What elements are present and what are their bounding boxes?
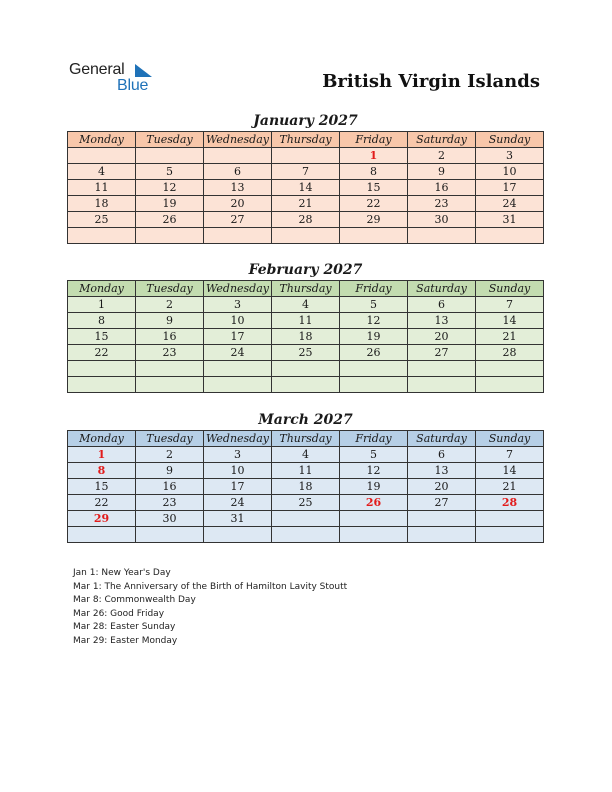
day-cell: 9 bbox=[408, 164, 476, 180]
country-title: British Virgin Islands bbox=[322, 71, 540, 92]
day-cell: 21 bbox=[476, 329, 544, 345]
holiday-note: Mar 28: Easter Sunday bbox=[73, 622, 176, 633]
empty-day-cell bbox=[204, 148, 272, 164]
empty-day-cell bbox=[476, 527, 544, 543]
empty-day-cell bbox=[136, 377, 204, 393]
empty-day-cell bbox=[408, 228, 476, 244]
holiday-note: Mar 26: Good Friday bbox=[73, 608, 165, 619]
day-cell: 30 bbox=[408, 212, 476, 228]
day-cell: 8 bbox=[340, 164, 408, 180]
week-row bbox=[68, 345, 544, 361]
day-cell: 18 bbox=[68, 196, 136, 212]
day-cell: 14 bbox=[476, 313, 544, 329]
week-row bbox=[68, 196, 544, 212]
day-cell: 30 bbox=[136, 511, 204, 527]
empty-day-cell bbox=[408, 377, 476, 393]
day-cell: 15 bbox=[68, 479, 136, 495]
empty-day-cell bbox=[68, 377, 136, 393]
empty-day-cell bbox=[272, 377, 340, 393]
day-cell: 17 bbox=[204, 329, 272, 345]
empty-day-cell bbox=[340, 361, 408, 377]
day-cell: 2 bbox=[136, 297, 204, 313]
empty-day-cell bbox=[204, 527, 272, 543]
empty-day-cell bbox=[136, 228, 204, 244]
day-cell: 19 bbox=[340, 479, 408, 495]
day-cell: 4 bbox=[272, 297, 340, 313]
day-cell: 18 bbox=[272, 329, 340, 345]
day-cell: 1 bbox=[68, 297, 136, 313]
weekday-header: Tuesday bbox=[136, 132, 204, 148]
day-cell: 25 bbox=[272, 495, 340, 511]
empty-day-cell bbox=[340, 511, 408, 527]
day-cell: 16 bbox=[408, 180, 476, 196]
holiday-note: Mar 1: The Anniversary of the Birth of Hamilton Lavity Stoutt bbox=[73, 581, 348, 592]
week-row bbox=[68, 463, 544, 479]
day-cell: 24 bbox=[204, 345, 272, 361]
empty-day-cell bbox=[68, 361, 136, 377]
day-cell: 28 bbox=[272, 212, 340, 228]
weekday-header: Sunday bbox=[476, 431, 544, 447]
day-cell: 26 bbox=[136, 212, 204, 228]
day-cell: 23 bbox=[136, 345, 204, 361]
day-cell: 7 bbox=[476, 447, 544, 463]
day-cell: 23 bbox=[408, 196, 476, 212]
day-cell: 2 bbox=[408, 148, 476, 164]
empty-day-cell bbox=[476, 361, 544, 377]
empty-day-cell bbox=[476, 377, 544, 393]
empty-day-cell bbox=[408, 527, 476, 543]
day-cell: 4 bbox=[272, 447, 340, 463]
empty-day-cell bbox=[272, 361, 340, 377]
calendar-table bbox=[67, 131, 544, 244]
day-cell: 22 bbox=[68, 495, 136, 511]
week-row bbox=[68, 479, 544, 495]
day-cell: 22 bbox=[340, 196, 408, 212]
day-cell: 25 bbox=[68, 212, 136, 228]
empty-day-cell bbox=[408, 361, 476, 377]
empty-day-cell bbox=[204, 377, 272, 393]
weekday-header-row bbox=[68, 281, 544, 297]
week-row bbox=[68, 228, 544, 244]
holiday-note: Mar 29: Easter Monday bbox=[73, 635, 178, 646]
logo-text-blue: Blue bbox=[117, 77, 149, 94]
logo-text-general: General bbox=[69, 61, 125, 78]
empty-day-cell bbox=[476, 511, 544, 527]
day-cell: 28 bbox=[476, 345, 544, 361]
week-row bbox=[68, 297, 544, 313]
week-row bbox=[68, 212, 544, 228]
weekday-header-row bbox=[68, 132, 544, 148]
week-row bbox=[68, 495, 544, 511]
weekday-header: Wednesday bbox=[204, 132, 272, 148]
day-cell: 14 bbox=[272, 180, 340, 196]
calendar-table bbox=[67, 430, 544, 543]
day-cell: 8 bbox=[68, 313, 136, 329]
empty-day-cell bbox=[340, 527, 408, 543]
weekday-header: Friday bbox=[340, 281, 408, 297]
day-cell: 6 bbox=[204, 164, 272, 180]
logo bbox=[69, 61, 159, 97]
empty-day-cell bbox=[204, 361, 272, 377]
day-cell: 3 bbox=[204, 297, 272, 313]
week-row bbox=[68, 511, 544, 527]
day-cell: 13 bbox=[204, 180, 272, 196]
day-cell: 4 bbox=[68, 164, 136, 180]
day-cell: 24 bbox=[204, 495, 272, 511]
day-cell: 15 bbox=[68, 329, 136, 345]
day-cell: 27 bbox=[408, 495, 476, 511]
holiday-note: Jan 1: New Year's Day bbox=[73, 568, 171, 578]
day-cell: 17 bbox=[476, 180, 544, 196]
day-cell: 2 bbox=[136, 447, 204, 463]
day-cell: 20 bbox=[408, 329, 476, 345]
empty-day-cell bbox=[68, 148, 136, 164]
week-row bbox=[68, 313, 544, 329]
day-cell: 24 bbox=[476, 196, 544, 212]
day-cell: 31 bbox=[204, 511, 272, 527]
day-cell: 7 bbox=[272, 164, 340, 180]
weekday-header: Wednesday bbox=[204, 281, 272, 297]
day-cell: 17 bbox=[204, 479, 272, 495]
day-cell: 20 bbox=[408, 479, 476, 495]
empty-day-cell bbox=[272, 228, 340, 244]
empty-day-cell bbox=[272, 148, 340, 164]
day-cell: 3 bbox=[476, 148, 544, 164]
day-cell: 9 bbox=[136, 313, 204, 329]
day-cell: 25 bbox=[272, 345, 340, 361]
empty-day-cell bbox=[136, 361, 204, 377]
day-cell: 15 bbox=[340, 180, 408, 196]
empty-day-cell bbox=[136, 527, 204, 543]
day-cell: 11 bbox=[272, 313, 340, 329]
day-cell: 23 bbox=[136, 495, 204, 511]
day-cell: 5 bbox=[340, 447, 408, 463]
weekday-header: Monday bbox=[68, 132, 136, 148]
weekday-header: Tuesday bbox=[136, 431, 204, 447]
day-cell: 10 bbox=[204, 463, 272, 479]
weekday-header: Thursday bbox=[272, 132, 340, 148]
empty-day-cell bbox=[476, 228, 544, 244]
day-cell: 16 bbox=[136, 479, 204, 495]
day-cell: 21 bbox=[272, 196, 340, 212]
day-cell: 9 bbox=[136, 463, 204, 479]
day-cell: 6 bbox=[408, 297, 476, 313]
day-cell: 5 bbox=[340, 297, 408, 313]
weekday-header: Monday bbox=[68, 281, 136, 297]
day-cell: 7 bbox=[476, 297, 544, 313]
holiday-day-cell: 8 bbox=[68, 463, 136, 479]
day-cell: 12 bbox=[136, 180, 204, 196]
week-row bbox=[68, 180, 544, 196]
day-cell: 16 bbox=[136, 329, 204, 345]
week-row bbox=[68, 447, 544, 463]
weekday-header: Saturday bbox=[408, 132, 476, 148]
weekday-header: Sunday bbox=[476, 132, 544, 148]
holiday-day-cell: 1 bbox=[340, 148, 408, 164]
day-cell: 12 bbox=[340, 313, 408, 329]
month-march bbox=[67, 411, 544, 543]
month-title: January 2027 bbox=[253, 113, 358, 129]
day-cell: 12 bbox=[340, 463, 408, 479]
empty-day-cell bbox=[340, 228, 408, 244]
day-cell: 27 bbox=[408, 345, 476, 361]
empty-day-cell bbox=[204, 228, 272, 244]
weekday-header: Thursday bbox=[272, 431, 340, 447]
week-row bbox=[68, 377, 544, 393]
empty-day-cell bbox=[340, 377, 408, 393]
week-row bbox=[68, 527, 544, 543]
empty-day-cell bbox=[68, 228, 136, 244]
day-cell: 10 bbox=[476, 164, 544, 180]
week-row bbox=[68, 361, 544, 377]
day-cell: 5 bbox=[136, 164, 204, 180]
day-cell: 29 bbox=[340, 212, 408, 228]
day-cell: 26 bbox=[340, 345, 408, 361]
empty-day-cell bbox=[272, 527, 340, 543]
week-row bbox=[68, 164, 544, 180]
weekday-header: Sunday bbox=[476, 281, 544, 297]
day-cell: 18 bbox=[272, 479, 340, 495]
day-cell: 22 bbox=[68, 345, 136, 361]
day-cell: 20 bbox=[204, 196, 272, 212]
holiday-day-cell: 1 bbox=[68, 447, 136, 463]
day-cell: 21 bbox=[476, 479, 544, 495]
week-row bbox=[68, 329, 544, 345]
empty-day-cell bbox=[272, 511, 340, 527]
weekday-header: Wednesday bbox=[204, 431, 272, 447]
day-cell: 14 bbox=[476, 463, 544, 479]
week-row bbox=[68, 148, 544, 164]
empty-day-cell bbox=[68, 527, 136, 543]
weekday-header: Monday bbox=[68, 431, 136, 447]
day-cell: 6 bbox=[408, 447, 476, 463]
holiday-day-cell: 26 bbox=[340, 495, 408, 511]
weekday-header: Friday bbox=[340, 132, 408, 148]
weekday-header: Saturday bbox=[408, 431, 476, 447]
holiday-notes bbox=[73, 567, 347, 649]
day-cell: 19 bbox=[136, 196, 204, 212]
empty-day-cell bbox=[136, 148, 204, 164]
weekday-header-row bbox=[68, 431, 544, 447]
holiday-day-cell: 29 bbox=[68, 511, 136, 527]
calendar-table bbox=[67, 280, 544, 393]
day-cell: 13 bbox=[408, 463, 476, 479]
weekday-header: Tuesday bbox=[136, 281, 204, 297]
day-cell: 19 bbox=[340, 329, 408, 345]
weekday-header: Thursday bbox=[272, 281, 340, 297]
day-cell: 11 bbox=[272, 463, 340, 479]
day-cell: 10 bbox=[204, 313, 272, 329]
weekday-header: Friday bbox=[340, 431, 408, 447]
day-cell: 31 bbox=[476, 212, 544, 228]
day-cell: 3 bbox=[204, 447, 272, 463]
day-cell: 27 bbox=[204, 212, 272, 228]
day-cell: 13 bbox=[408, 313, 476, 329]
month-january bbox=[67, 112, 544, 244]
holiday-note: Mar 8: Commonwealth Day bbox=[73, 595, 196, 606]
weekday-header: Saturday bbox=[408, 281, 476, 297]
empty-day-cell bbox=[408, 511, 476, 527]
day-cell: 11 bbox=[68, 180, 136, 196]
month-title: March 2027 bbox=[258, 412, 353, 428]
month-february bbox=[67, 261, 544, 393]
holiday-day-cell: 28 bbox=[476, 495, 544, 511]
month-title: February 2027 bbox=[248, 262, 363, 278]
